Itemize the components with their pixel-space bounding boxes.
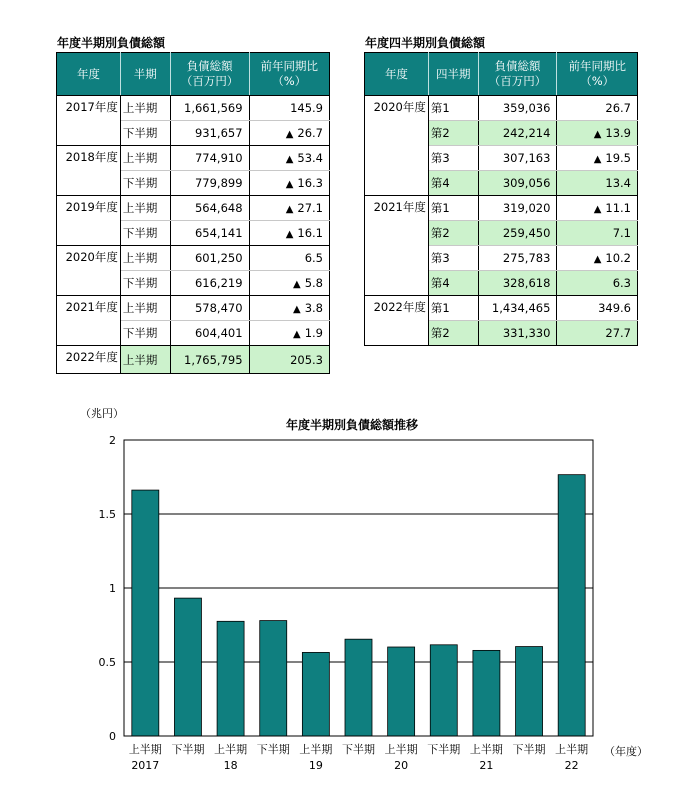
table1-ratio-value: 16.1 (297, 226, 323, 240)
chart-ylabel: （兆円） (80, 407, 124, 420)
liability-trend-chart (0, 395, 700, 795)
table1-ratio-cell (249, 271, 329, 296)
table1-row (57, 246, 330, 271)
x-category-label: 下半期 (256, 743, 290, 756)
table1-ratio-value: 1.9 (304, 326, 323, 340)
table2-ratio-cell (557, 146, 638, 171)
half-year-table (56, 52, 330, 374)
table2-period-cell: 第4 (428, 271, 478, 296)
table2-ratio-value: 10.2 (605, 251, 631, 265)
table2-amount-cell: 331,330 (478, 321, 557, 346)
table2-header-amount: 負債総額 （百万円） (478, 53, 557, 96)
table1-ratio-value: 3.8 (304, 301, 323, 315)
table2-amount-cell: 328,618 (478, 271, 557, 296)
table1-title: 年度半期別負債総額 (57, 36, 166, 50)
table2-ratio-cell (557, 196, 638, 221)
x-category-label: 下半期 (342, 743, 375, 756)
table2-ratio-value: 6.3 (612, 276, 631, 290)
decrease-triangle-icon: ▲ (593, 129, 602, 140)
table1-year-cell: 2021年度 (57, 296, 121, 346)
table1-year-cell: 2020年度 (57, 246, 121, 296)
table1-header-amount: 負債総額 （百万円） (170, 53, 249, 96)
x-category-label: 上半期 (384, 743, 418, 756)
table1-amount-cell: 1,661,569 (170, 96, 249, 121)
table1-ratio-cell (249, 246, 329, 271)
bar (345, 639, 372, 736)
decrease-triangle-icon: ▲ (593, 154, 602, 165)
table2-row (365, 96, 638, 121)
table1-period-cell: 下半期 (120, 321, 170, 346)
table2-ratio-value: 13.9 (605, 126, 631, 140)
table1-ratio-cell (249, 196, 329, 221)
y-tick-label: 1 (109, 582, 116, 595)
table1-year-cell: 2018年度 (57, 146, 121, 196)
decrease-triangle-icon: ▲ (593, 254, 602, 265)
table2-amount-cell: 309,056 (478, 171, 557, 196)
table2-ratio-cell (557, 271, 638, 296)
x-year-label: 2017 (131, 759, 160, 772)
table1-ratio-value: 5.8 (304, 276, 323, 290)
decrease-triangle-icon: ▲ (285, 154, 294, 165)
table1-period-cell: 上半期 (120, 196, 170, 221)
table2-header-ratio: 前年同期比 （%） (557, 53, 638, 96)
table1-ratio-cell (249, 346, 329, 374)
table2-ratio-value: 7.1 (612, 226, 631, 240)
table2-header-year: 年度 (365, 53, 429, 96)
table1-header-half: 半期 (120, 53, 170, 96)
y-tick-label: 2 (109, 434, 116, 447)
table2-row (365, 196, 638, 221)
table1-ratio-cell (249, 121, 329, 146)
table2-period-cell: 第2 (428, 121, 478, 146)
table2-period-cell: 第3 (428, 146, 478, 171)
decrease-triangle-icon: ▲ (285, 179, 294, 190)
table2-ratio-cell (557, 221, 638, 246)
table2-amount-cell: 259,450 (478, 221, 557, 246)
table1-period-cell: 上半期 (120, 96, 170, 121)
decrease-triangle-icon: ▲ (285, 229, 294, 240)
decrease-triangle-icon: ▲ (285, 204, 294, 215)
table2-ratio-value: 11.1 (605, 201, 631, 215)
x-category-label: 下半期 (427, 743, 461, 756)
table2-ratio-value: 27.7 (605, 326, 631, 340)
bar (388, 647, 415, 736)
table1-year-cell: 2022年度 (57, 346, 121, 374)
table2-ratio-cell (557, 321, 638, 346)
bar (260, 621, 287, 736)
table2-ratio-cell (557, 96, 638, 121)
x-year-label: 18 (223, 759, 238, 772)
table1-amount-cell: 564,648 (170, 196, 249, 221)
table1-period-cell: 下半期 (120, 121, 170, 146)
table2-ratio-value: 26.7 (605, 101, 631, 115)
table1-period-cell: 下半期 (120, 171, 170, 196)
chart-title: 年度半期別負債総額推移 (285, 418, 419, 432)
table1-ratio-value: 53.4 (297, 151, 323, 165)
decrease-triangle-icon: ▲ (293, 304, 301, 315)
table2-row (365, 296, 638, 321)
bar (473, 650, 500, 736)
table1-ratio-cell (249, 321, 329, 346)
table1-amount-cell: 604,401 (170, 321, 249, 346)
decrease-triangle-icon: ▲ (293, 279, 301, 290)
table1-row (57, 296, 330, 321)
table1-ratio-value: 16.3 (297, 176, 323, 190)
table1-header-year: 年度 (57, 53, 121, 96)
table2-ratio-value: 19.5 (605, 151, 631, 165)
table2-period-cell: 第3 (428, 246, 478, 271)
table1-period-cell: 上半期 (120, 346, 170, 374)
table1-ratio-cell (249, 96, 329, 121)
bar (516, 647, 543, 736)
x-year-label: 19 (308, 759, 323, 772)
table1-amount-cell: 616,219 (170, 271, 249, 296)
chart-xlabel: （年度） (604, 745, 648, 758)
table1-period-cell: 下半期 (120, 221, 170, 246)
table1-period-cell: 上半期 (120, 296, 170, 321)
y-tick-label: 0 (109, 730, 116, 743)
table1-year-cell: 2019年度 (57, 196, 121, 246)
table1-year-cell: 2017年度 (57, 96, 121, 146)
table2-title: 年度四半期別負債総額 (365, 36, 486, 50)
table2-ratio-value: 13.4 (605, 176, 631, 190)
table1-row (57, 196, 330, 221)
table1-amount-cell: 1,765,795 (170, 346, 249, 374)
table2-period-cell: 第1 (428, 296, 478, 321)
table2-year-cell: 2020年度 (365, 96, 429, 196)
x-category-label: 上半期 (128, 743, 162, 756)
table2-period-cell: 第1 (428, 96, 478, 121)
table1-row (57, 96, 330, 121)
table2-ratio-value: 349.6 (598, 301, 631, 315)
table2-ratio-cell (557, 171, 638, 196)
table2-amount-cell: 242,214 (478, 121, 557, 146)
x-year-label: 20 (394, 759, 409, 772)
x-category-label: 上半期 (469, 743, 503, 756)
x-category-label: 下半期 (512, 743, 546, 756)
table1-ratio-value: 27.1 (297, 201, 323, 215)
table1-row (57, 146, 330, 171)
table1-ratio-cell (249, 221, 329, 246)
table2-header-quarter: 四半期 (428, 53, 478, 96)
quarterly-table (364, 52, 638, 346)
table1-header-ratio: 前年同期比 （%） (249, 53, 329, 96)
table1-amount-cell: 931,657 (170, 121, 249, 146)
table2-amount-cell: 275,783 (478, 246, 557, 271)
x-category-label: 上半期 (555, 743, 589, 756)
table1-amount-cell: 779,899 (170, 171, 249, 196)
table1-amount-cell: 654,141 (170, 221, 249, 246)
table2-ratio-cell (557, 246, 638, 271)
table1-ratio-value: 205.3 (290, 352, 323, 367)
x-year-label: 22 (564, 759, 579, 772)
table1-row (57, 346, 330, 374)
x-year-label: 21 (479, 759, 494, 772)
y-tick-label: 0.5 (98, 656, 116, 669)
table2-amount-cell: 359,036 (478, 96, 557, 121)
table1-ratio-cell (249, 296, 329, 321)
table2-year-cell: 2021年度 (365, 196, 429, 296)
table2-period-cell: 第2 (428, 221, 478, 246)
table1-period-cell: 下半期 (120, 271, 170, 296)
table2-amount-cell: 307,163 (478, 146, 557, 171)
x-category-label: 下半期 (171, 743, 205, 756)
x-category-label: 上半期 (214, 743, 248, 756)
table1-ratio-value: 26.7 (297, 126, 323, 140)
table1-amount-cell: 601,250 (170, 246, 249, 271)
table2-ratio-cell (557, 121, 638, 146)
table1-period-cell: 上半期 (120, 246, 170, 271)
y-tick-label: 1.5 (98, 508, 116, 521)
decrease-triangle-icon: ▲ (285, 129, 294, 140)
table1-ratio-cell (249, 171, 329, 196)
bar (132, 490, 159, 736)
bar (558, 475, 585, 736)
table2-ratio-cell (557, 296, 638, 321)
bar (430, 645, 457, 736)
table2-period-cell: 第4 (428, 171, 478, 196)
decrease-triangle-icon: ▲ (293, 329, 301, 340)
bar (217, 621, 244, 736)
table1-period-cell: 上半期 (120, 146, 170, 171)
table2-amount-cell: 1,434,465 (478, 296, 557, 321)
table2-period-cell: 第1 (428, 196, 478, 221)
decrease-triangle-icon: ▲ (593, 204, 602, 215)
table1-ratio-cell (249, 146, 329, 171)
table2-period-cell: 第2 (428, 321, 478, 346)
table1-amount-cell: 578,470 (170, 296, 249, 321)
bar (302, 652, 329, 736)
table2-year-cell: 2022年度 (365, 296, 429, 346)
table1-ratio-value: 6.5 (304, 251, 323, 265)
table1-amount-cell: 774,910 (170, 146, 249, 171)
table2-amount-cell: 319,020 (478, 196, 557, 221)
bar (174, 598, 201, 736)
x-category-label: 上半期 (299, 743, 333, 756)
table1-ratio-value: 145.9 (290, 101, 323, 115)
table1-header-row (57, 53, 330, 96)
table2-header-row (365, 53, 638, 96)
